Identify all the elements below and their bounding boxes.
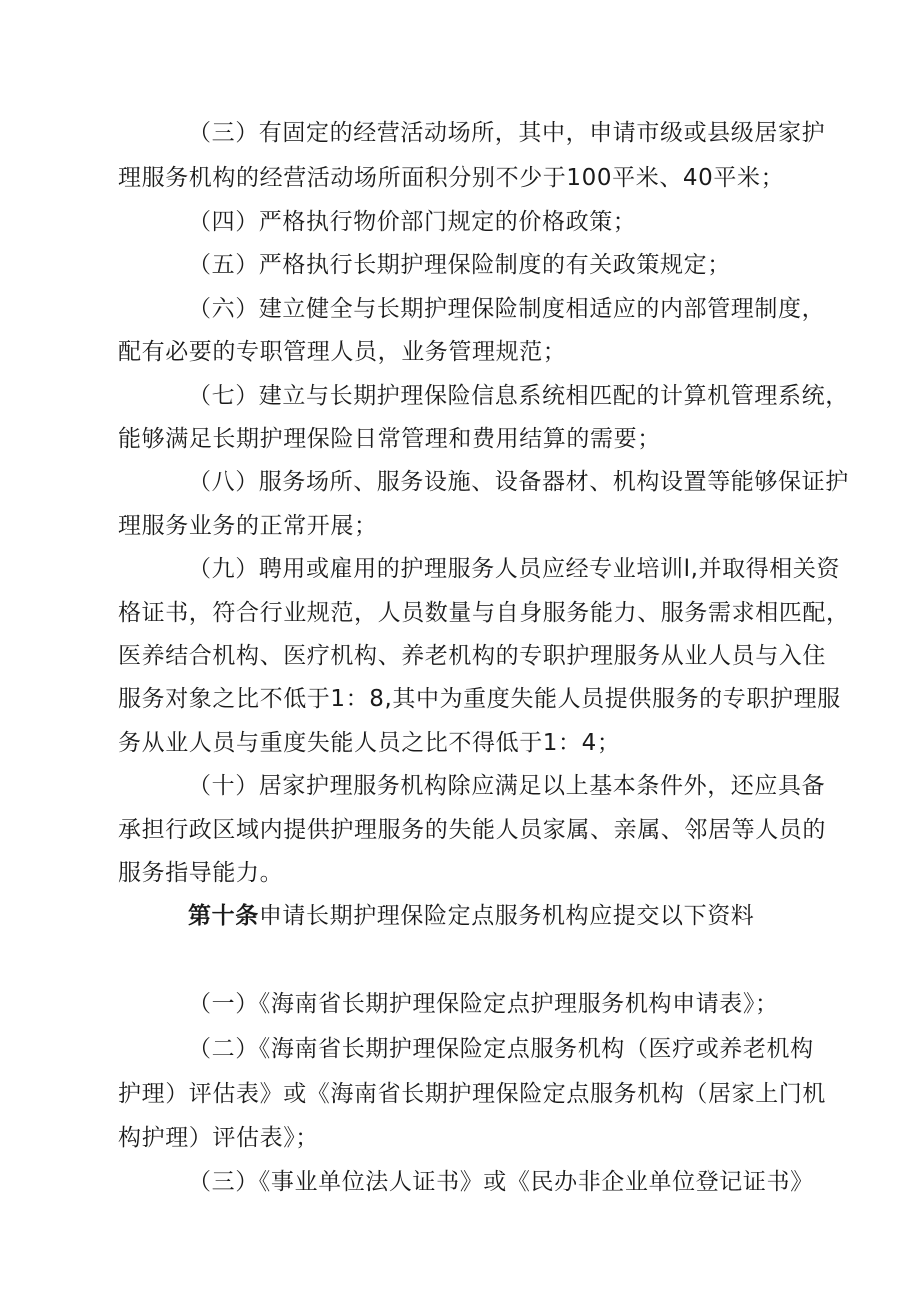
paragraph-line: 能够满足长期护理保险日常管理和费用结算的需要；: [118, 426, 661, 452]
paragraph-line: （一）《海南省长期护理保险定点护理服务机构申请表》；: [188, 991, 779, 1017]
paragraph-line: 配有必要的专职管理人员，业务管理规范；: [118, 339, 567, 365]
paragraph-line: （七）建立与长期护理保险信息系统相匹配的计算机管理系统，: [188, 383, 849, 409]
paragraph-line: （二）《海南省长期护理保险定点服务机构（医疗或养老机构: [188, 1036, 814, 1062]
article-line: [0, 901, 920, 931]
paragraph-line: 构护理）评估表》；: [118, 1125, 319, 1151]
article-title: 申请长期护理保险定点服务机构应提交以下资料: [258, 903, 755, 929]
paragraph-line: 格证书，符合行业规范，人员数量与自身服务能力、服务需求相匹配，: [118, 600, 850, 626]
paragraph-line: 医养结合机构、医疗机构、养老机构的专职护理服务从业人员与入住: [118, 643, 826, 669]
paragraph-line: （八）服务场所、服务设施、设备器材、机构设置等能够保证护: [188, 469, 849, 495]
paragraph-line: 务从业人员与重度失能人员之比不得低于1：4；: [118, 730, 621, 756]
paragraph-line: 服务指导能力。: [118, 860, 284, 886]
article-heading: 第十条: [188, 903, 259, 929]
paragraph-line: 承担行政区域内提供护理服务的失能人员家属、亲属、邻居等人员的: [118, 817, 826, 843]
paragraph-line: 护理）评估表》或《海南省长期护理保险定点服务机构（居家上门机: [118, 1081, 826, 1107]
paragraph-line: （六）建立健全与长期护理保险制度相适应的内部管理制度，: [188, 296, 826, 322]
paragraph-line: （三）有固定的经营活动场所，其中，申请市级或县级居家护: [188, 120, 826, 146]
paragraph-line: 理服务业务的正常开展；: [118, 513, 378, 539]
paragraph-line: （十）居家护理服务机构除应满足以上基本条件外，还应具备: [188, 773, 826, 799]
paragraph-line: 理服务机构的经营活动场所面积分别不少于100平米、40平米；: [118, 165, 785, 191]
paragraph-line: （五）严格执行长期护理保险制度的有关政策规定；: [188, 252, 731, 278]
paragraph-line: （九）聘用或雇用的护理服务人员应经专业培训l,并取得相关资: [188, 556, 841, 582]
paragraph-line: （三）《事业单位法人证书》或《民办非企业单位登记证书》: [188, 1169, 814, 1195]
paragraph-line: （四）严格执行物价部门规定的价格政策；: [188, 209, 637, 235]
paragraph-line: 服务对象之比不低于1：8,其中为重度失能人员提供服务的专职护理服: [118, 686, 841, 712]
